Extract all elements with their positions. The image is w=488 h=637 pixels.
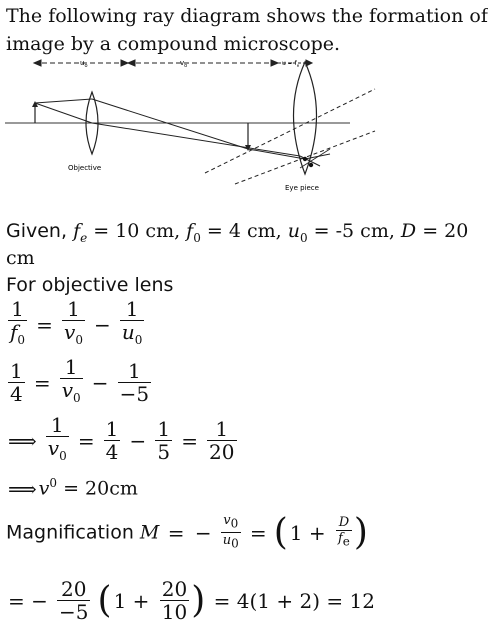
objective-label: Objective — [68, 164, 102, 172]
ray-diagram — [0, 56, 457, 206]
label-ue: $u = f_e$ — [282, 60, 300, 68]
lens-equation-1: $\frac{1}{f_0}$ = $\frac{1}{v_0}$ − $\frac{1}{u_0}$ — [10, 297, 143, 347]
intro-line-2: image by a compound microscope. — [6, 33, 341, 55]
dashed-extensions — [205, 89, 375, 184]
given-line-cont: cm — [6, 247, 35, 269]
label-vo: $v_o$ — [180, 59, 188, 69]
objective-heading: For objective lens — [6, 274, 174, 296]
rays — [35, 99, 330, 166]
magnification-result: = − $\frac{20}{-5}$ ( 1 + $\frac{20}{10}$ ) = 4(1 + 2) = 12 — [8, 577, 375, 624]
eyepiece-label: Eye piece — [285, 184, 319, 192]
lens-equation-2: $\frac{1}{4}$ = $\frac{1}{v_0}$ − $\frac{1}{-5}$ — [10, 355, 150, 406]
lens-equation-3: ⟹ $\frac{1}{v_0}$ = $\frac{1}{4}$ − $\frac{1}{5}$ = $\frac{1}{20}$ — [8, 413, 235, 464]
given-line: Given, $f_e = 10$ cm, $f_0 = 4$ cm, $u_0 = -5$ cm, D = 20 — [6, 220, 469, 245]
magnification-equation: Magnification M = − $\frac{v_0}{u_0}$ = ( 1 + $\frac{D}{f_e}$ ) — [6, 512, 368, 553]
label-uo: $u_o$ — [80, 59, 88, 69]
image-distance-result: ⟹ $v^0 = 20cm$ — [8, 476, 138, 502]
intro-line-1: The following ray diagram shows the formation of — [6, 5, 488, 27]
